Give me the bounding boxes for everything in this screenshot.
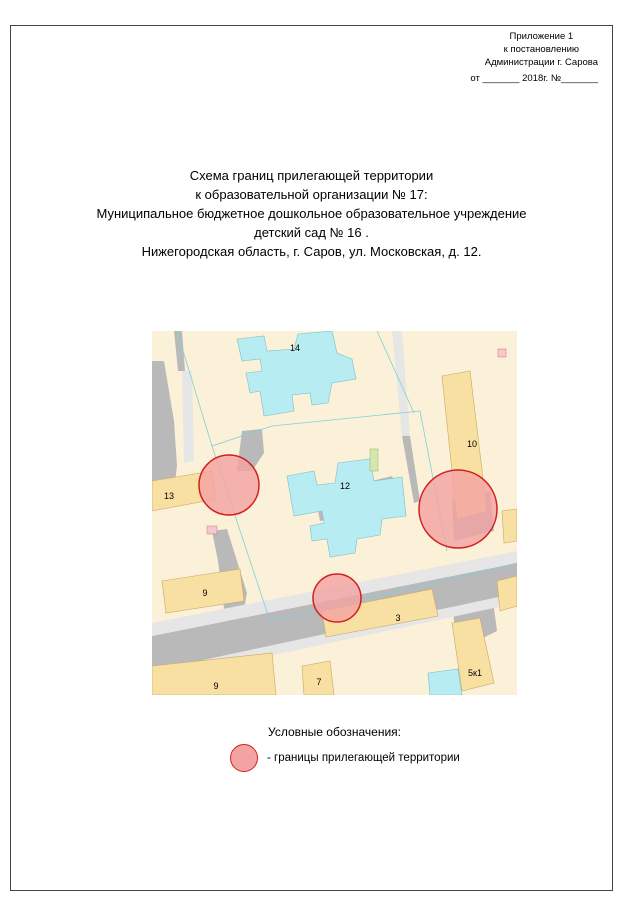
legend-row [230, 744, 530, 774]
appendix-line-2: к постановлению [503, 44, 580, 55]
title-line-1: Схема границ прилегающей территории [189, 168, 434, 183]
legend-title: Условные обозначения: [268, 725, 401, 739]
label-14: 14 [289, 343, 301, 353]
label-7: 7 [316, 677, 322, 687]
appendix-header [470, 30, 598, 84]
title-line-4: детский сад № 16 . [254, 225, 369, 240]
label-5k1: 5к1 [468, 668, 482, 678]
boundary-circle-south [313, 574, 361, 622]
building-right-bottom [497, 576, 517, 611]
building-right-small [502, 509, 517, 543]
document-title [10, 166, 613, 261]
label-12: 12 [339, 481, 351, 491]
boundary-circle-east [419, 470, 497, 548]
label-9b: 9 [213, 681, 219, 691]
building-bottom-cyan [428, 669, 462, 695]
green-marker [370, 449, 378, 471]
title-line-3: Муниципальное бюджетное дошкольное образовательное учреждение [96, 206, 527, 221]
boundary-circle-west [199, 455, 259, 515]
title-line-2: к образовательной организации № 17: [195, 187, 428, 202]
label-10: 10 [466, 439, 478, 449]
appendix-line-1: Приложение 1 [509, 31, 574, 42]
title-line-5: Нижегородская область, г. Саров, ул. Московская, д. 12. [141, 244, 482, 259]
label-13: 13 [163, 491, 175, 501]
appendix-date-line: от _______ 2018г. №_______ [470, 73, 598, 84]
site-map [152, 331, 517, 695]
pink-marker-2 [207, 526, 217, 534]
legend-boundary-icon [230, 744, 258, 772]
label-3: 3 [395, 613, 401, 623]
label-9a: 9 [202, 588, 208, 598]
legend-boundary-label: - границы прилегающей территории [267, 752, 460, 764]
pink-marker-1 [498, 349, 506, 357]
appendix-line-3: Администрации г. Сарова [484, 57, 598, 68]
